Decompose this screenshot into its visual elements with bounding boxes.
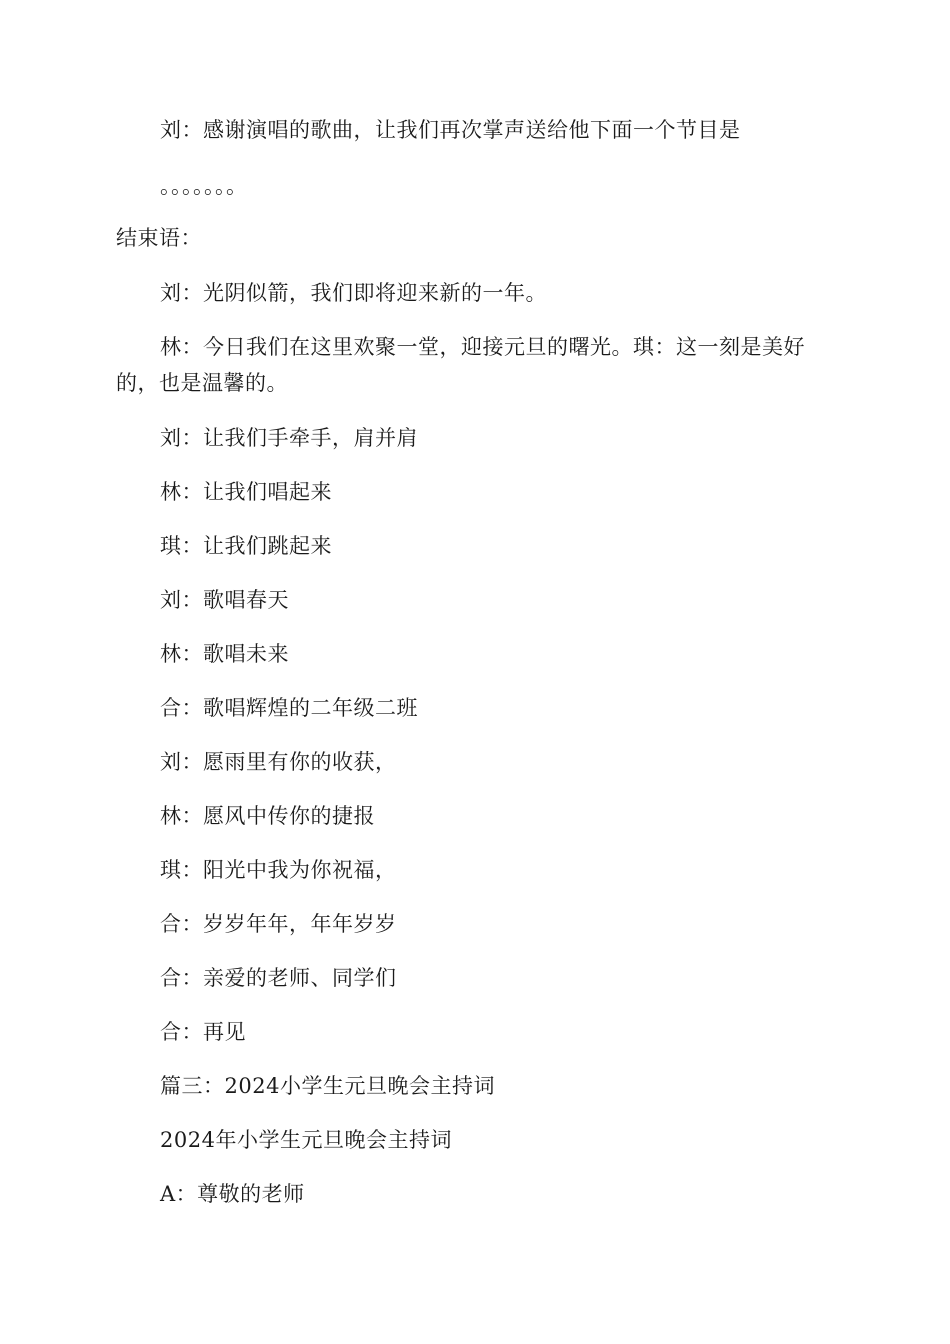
paragraph-line: 刘：愿雨里有你的收获， bbox=[160, 750, 397, 774]
paragraph-line: 。。。。。。。 bbox=[160, 174, 248, 198]
paragraph-line: 刘：光阴似箭，我们即将迎来新的一年。 bbox=[160, 281, 547, 305]
paragraph-line: 刘：让我们手牵手，肩并肩 bbox=[160, 426, 418, 450]
section-heading: 结束语： bbox=[116, 226, 202, 250]
paragraph-line: 合：亲爱的老师、同学们 bbox=[160, 966, 397, 990]
paragraph-wrapped: 林：今日我们在这里欢聚一堂，迎接元旦的曙光。琪：这一刻是美好的，也是温馨的。 bbox=[116, 335, 805, 395]
paragraph-line: 林：愿风中传你的捷报 bbox=[160, 804, 375, 828]
paragraph-line: 琪：阳光中我为你祝福， bbox=[160, 858, 397, 882]
paragraph-line: 合：再见 bbox=[160, 1020, 246, 1044]
document-title: 2024年小学生元旦晚会主持词 bbox=[160, 1128, 452, 1152]
paragraph-line: 合：歌唱辉煌的二年级二班 bbox=[160, 696, 418, 720]
chapter-title: 篇三：2024小学生元旦晚会主持词 bbox=[160, 1074, 495, 1098]
paragraph-line: A：尊敬的老师 bbox=[160, 1182, 305, 1206]
paragraph-line: 林：让我们唱起来 bbox=[160, 480, 332, 504]
paragraph-line: 刘：感谢演唱的歌曲，让我们再次掌声送给他下面一个节目是 bbox=[160, 118, 741, 142]
paragraph-line: 琪：让我们跳起来 bbox=[160, 534, 332, 558]
paragraph-line: 林：歌唱未来 bbox=[160, 642, 289, 666]
paragraph-line: 刘：歌唱春天 bbox=[160, 588, 289, 612]
paragraph-line: 合：岁岁年年，年年岁岁 bbox=[160, 912, 397, 936]
